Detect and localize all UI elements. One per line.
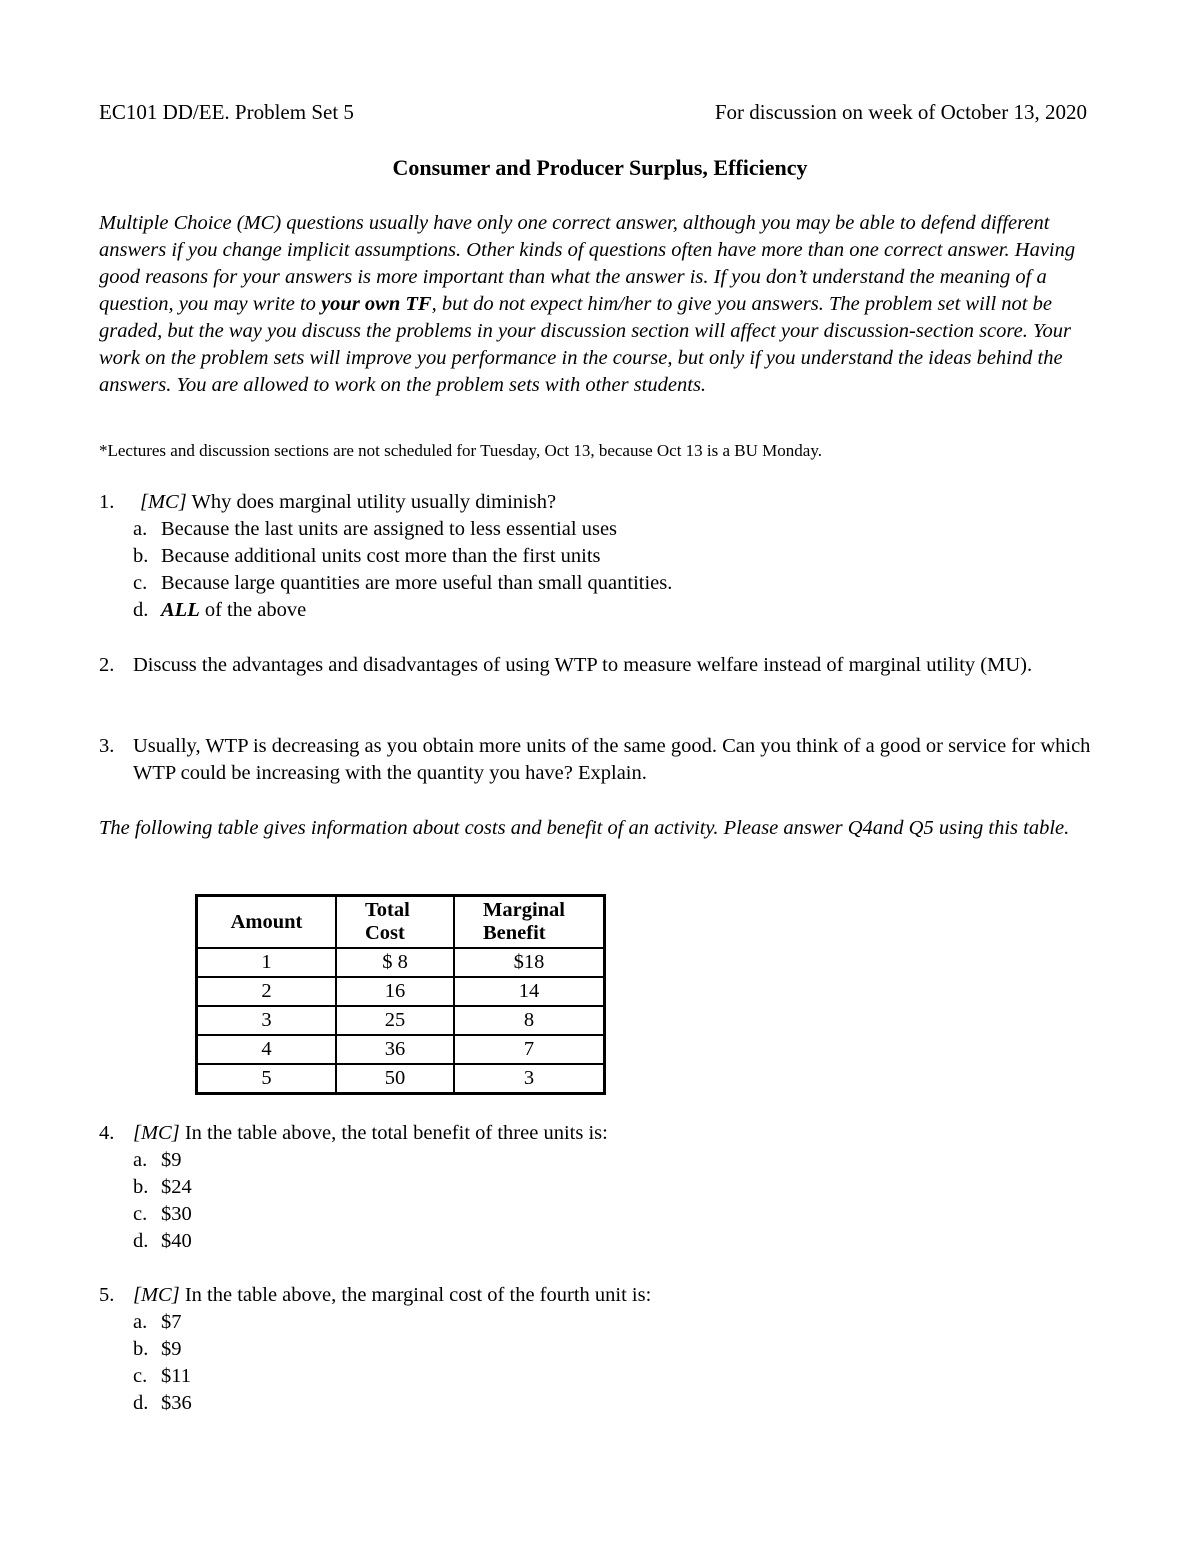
option-text: $36: [161, 1392, 192, 1414]
course-header: EC101 DD/EE. Problem Set 5: [99, 100, 354, 124]
table-header-row: [197, 896, 605, 949]
option-letter: a.: [133, 518, 148, 540]
question-text: Why does marginal utility usually diminish?: [186, 491, 557, 513]
option-letter: a.: [133, 1149, 148, 1171]
schedule-note: *Lectures and discussion sections are not scheduled for Tuesday, Oct 13, because Oct 13 is a BU Monday.: [99, 441, 822, 460]
option-letter: d.: [133, 1230, 149, 1252]
table-row: [197, 1035, 605, 1064]
option-letter: c.: [133, 1203, 148, 1225]
option-text: $24: [161, 1176, 192, 1198]
header-amount: Amount: [197, 896, 337, 949]
cell-marginal-benefit: $18: [454, 948, 605, 977]
question-text: Usually, WTP is decreasing as you obtain more units of the same good. Can you think of a good or service for which WTP could be increasing with the quantity you have? Explain.: [133, 735, 1091, 784]
discussion-date: For discussion on week of October 13, 2020: [714, 100, 1087, 124]
cost-benefit-table: [195, 894, 606, 1095]
cell-amount: 2: [197, 977, 337, 1006]
option-text: $30: [161, 1203, 192, 1225]
option-text: Because large quantities are more useful than small quantities.: [161, 572, 673, 594]
question-number: 5.: [99, 1284, 115, 1306]
question-text: In the table above, the total benefit of three units is:: [179, 1122, 608, 1144]
option-letter: d.: [133, 599, 149, 621]
cell-total-cost: 36: [336, 1035, 454, 1064]
header-marginal-benefit: Marginal Benefit: [454, 896, 605, 949]
mc-tag: [MC]: [133, 1122, 180, 1144]
cell-marginal-benefit: 7: [454, 1035, 605, 1064]
cell-marginal-benefit: 14: [454, 977, 605, 1006]
table-row: [197, 1006, 605, 1035]
table-intro: The following table gives information about costs and benefit of an activity. Please answer Q4and Q5 using this table.: [99, 817, 1070, 839]
option-text: $9: [161, 1338, 182, 1360]
table-row: [197, 1064, 605, 1094]
option-text: Because additional units cost more than the first units: [161, 545, 601, 567]
cell-total-cost: 25: [336, 1006, 454, 1035]
cell-amount: 4: [197, 1035, 337, 1064]
header-total-cost: Total Cost: [336, 896, 454, 949]
question-text: Discuss the advantages and disadvantages of using WTP to measure welfare instead of marginal utility (MU).: [133, 654, 1033, 676]
mc-tag: [MC]: [133, 1284, 180, 1306]
question-number: 2.: [99, 654, 115, 676]
cell-marginal-benefit: 8: [454, 1006, 605, 1035]
instructions-text-1: Multiple Choice (MC) questions usually have only one correct answer, although you may be able to defend different answers if you change implicit assumptions. Other kinds of questions often have more than one correct answer. Having good reasons for your answers is more important than what the answer is. If you don’t understand the meaning of a question, you may write to: [99, 212, 1076, 315]
question-number: 4.: [99, 1122, 115, 1144]
table-row: [197, 948, 605, 977]
instructions-paragraph: [99, 210, 1109, 399]
question-number: 1.: [99, 491, 115, 513]
instructions-text-2: , but do not expect him/her to give you answers. The problem set will not be graded, but the way you discuss the problems in your discussion section will affect your discussion-section score. Your work on the problem sets will improve you performance in the course, but only if you understand the ideas behind the answers. You are allowed to work on the problem sets with other students.: [99, 293, 1071, 396]
cell-total-cost: 16: [336, 977, 454, 1006]
option-emphasis: ALL: [161, 599, 200, 621]
option-letter: d.: [133, 1392, 149, 1414]
cell-marginal-benefit: 3: [454, 1064, 605, 1094]
option-letter: b.: [133, 1338, 149, 1360]
option-letter: b.: [133, 1176, 149, 1198]
option-letter: b.: [133, 545, 149, 567]
question-number: 3.: [99, 735, 115, 757]
option-text: $11: [161, 1365, 191, 1387]
instructions-bold: your own TF: [321, 293, 432, 315]
table-row: [197, 977, 605, 1006]
cell-amount: 1: [197, 948, 337, 977]
mc-tag: [MC]: [140, 491, 187, 513]
option-text: $9: [161, 1149, 182, 1171]
option-letter: c.: [133, 572, 148, 594]
page-title: Consumer and Producer Surplus, Efficiency: [392, 155, 808, 180]
question-text: In the table above, the marginal cost of the fourth unit is:: [179, 1284, 652, 1306]
option-letter: a.: [133, 1311, 148, 1333]
option-text: $7: [161, 1311, 182, 1333]
cell-amount: 3: [197, 1006, 337, 1035]
cell-amount: 5: [197, 1064, 337, 1094]
option-text: $40: [161, 1230, 192, 1252]
option-text: of the above: [199, 599, 307, 621]
cell-total-cost: 50: [336, 1064, 454, 1094]
option-text: Because the last units are assigned to less essential uses: [161, 518, 618, 540]
cell-total-cost: $ 8: [336, 948, 454, 977]
option-letter: c.: [133, 1365, 148, 1387]
